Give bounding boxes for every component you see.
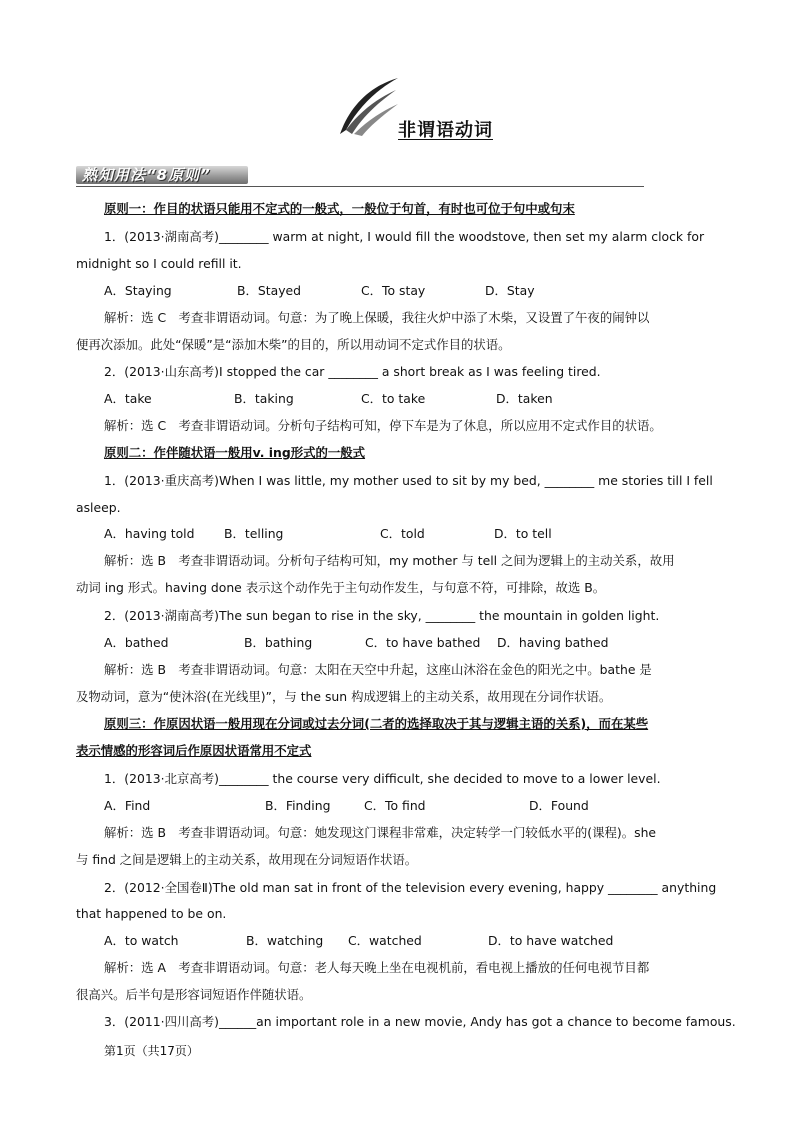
option-b: B．Stayed: [237, 283, 302, 298]
explanation-text: 解析：选 A 考查非谓语动词。句意：老人每天晚上坐在电视机前，看电视上播放的任何电视节目都: [104, 960, 650, 975]
option-c: C．To stay: [361, 283, 426, 298]
option-d: D．having bathed: [497, 635, 609, 650]
option-b: B．bathing: [244, 635, 313, 650]
explanation-text: 解析：选 B 考查非谓语动词。句意：太阳在天空中升起，这座山沐浴在金色的阳光之中。bathe 是: [104, 662, 652, 677]
option-a: A．Find: [104, 798, 151, 813]
question-text: 3．(2011·四川高考)______an important role in a new movie, Andy has got a chance to become famous.: [104, 1014, 736, 1029]
explanation-text: 与 find 之间是逻辑上的主动关系，故用现在分词短语作状语。: [76, 852, 418, 867]
option-c: C．watched: [348, 933, 422, 948]
explanation-text: 便再次添加。此处“保暖”是“添加木柴”的目的，所以用动词不定式作目的状语。: [76, 337, 511, 352]
option-c: C．told: [380, 526, 425, 541]
rule-heading-cont: 表示情感的形容词后作原因状语常用不定式: [76, 743, 312, 758]
option-a: A．take: [104, 391, 152, 406]
question-text: that happened to be on.: [76, 906, 227, 921]
option-b: B．Finding: [265, 798, 331, 813]
swoosh-logo-icon: [336, 76, 400, 136]
rule-heading: 原则一：作目的状语只能用不定式的一般式，一般位于句首，有时也可位于句中或句末: [104, 201, 575, 216]
rule-heading: 原则二：作伴随状语一般用v. ing形式的一般式: [104, 445, 366, 460]
option-a: A．having told: [104, 526, 195, 541]
option-a: A．to watch: [104, 933, 179, 948]
explanation-text: 解析：选 B 考查非谓语动词。句意：她发现这门课程非常难，决定转学一门较低水平的(课程)。she: [104, 825, 657, 840]
question-text: 1．(2013·重庆高考)When I was little, my mother used to sit by my bed, ________ me stories till I fell: [104, 473, 713, 488]
question-text: 1．(2013·北京高考)________ the course very difficult, she decided to move to a lower level.: [104, 771, 661, 786]
page-title: 非谓语动词: [398, 120, 493, 141]
explanation-text: 解析：选 C 考查非谓语动词。句意：为了晚上保暖，我往火炉中添了木柴，又设置了午夜的闹钟以: [104, 310, 650, 325]
option-b: B．watching: [246, 933, 324, 948]
option-c: C．to have bathed: [365, 635, 481, 650]
option-c: C．to take: [361, 391, 426, 406]
question-text: 1．(2013·湖南高考)________ warm at night, I would fill the woodstove, then set my alarm clock for: [104, 229, 705, 244]
explanation-text: 动词 ing 形式。having done 表示这个动作先于主句动作发生，与句意不符，可排除，故选 B。: [76, 580, 606, 595]
section-banner: 熟知用法“8原则”: [76, 166, 248, 184]
option-d: D．to tell: [494, 526, 552, 541]
page-footer: 第1页（共17页）: [104, 1044, 199, 1058]
option-b: B．telling: [224, 526, 284, 541]
explanation-text: 及物动词，意为“使沐浴(在光线里)”，与 the sun 构成逻辑上的主动关系，故用现在分词作状语。: [76, 689, 612, 704]
option-d: D．taken: [496, 391, 553, 406]
question-text: midnight so I could refill it.: [76, 256, 242, 271]
question-text: 2．(2013·山东高考)I stopped the car ________ a short break as I was feeling tired.: [104, 364, 601, 379]
option-d: D．Stay: [485, 283, 535, 298]
option-d: D．Found: [529, 798, 589, 813]
rule-heading: 原则三：作原因状语一般用现在分词或过去分词(二者的选择取决于其与逻辑主语的关系)，而在某些: [104, 716, 649, 731]
option-b: B．taking: [234, 391, 294, 406]
option-a: A．bathed: [104, 635, 169, 650]
explanation-text: 解析：选 B 考查非谓语动词。分析句子结构可知，my mother 与 tell 之间为逻辑上的主动关系，故用: [104, 553, 675, 568]
banner-divider: [76, 186, 644, 187]
question-text: 2．(2013·湖南高考)The sun began to rise in the sky, ________ the mountain in golden light.: [104, 608, 660, 623]
explanation-text: 解析：选 C 考查非谓语动词。分析句子结构可知，停下车是为了休息，所以应用不定式作目的状语。: [104, 418, 662, 433]
question-text: asleep.: [76, 500, 121, 515]
option-a: A．Staying: [104, 283, 172, 298]
explanation-text: 很高兴。后半句是形容词短语作伴随状语。: [76, 987, 312, 1002]
option-d: D．to have watched: [488, 933, 614, 948]
option-c: C．To find: [364, 798, 426, 813]
question-text: 2．(2012·全国卷Ⅱ)The old man sat in front of the television every evening, happy ________ anything: [104, 880, 717, 895]
